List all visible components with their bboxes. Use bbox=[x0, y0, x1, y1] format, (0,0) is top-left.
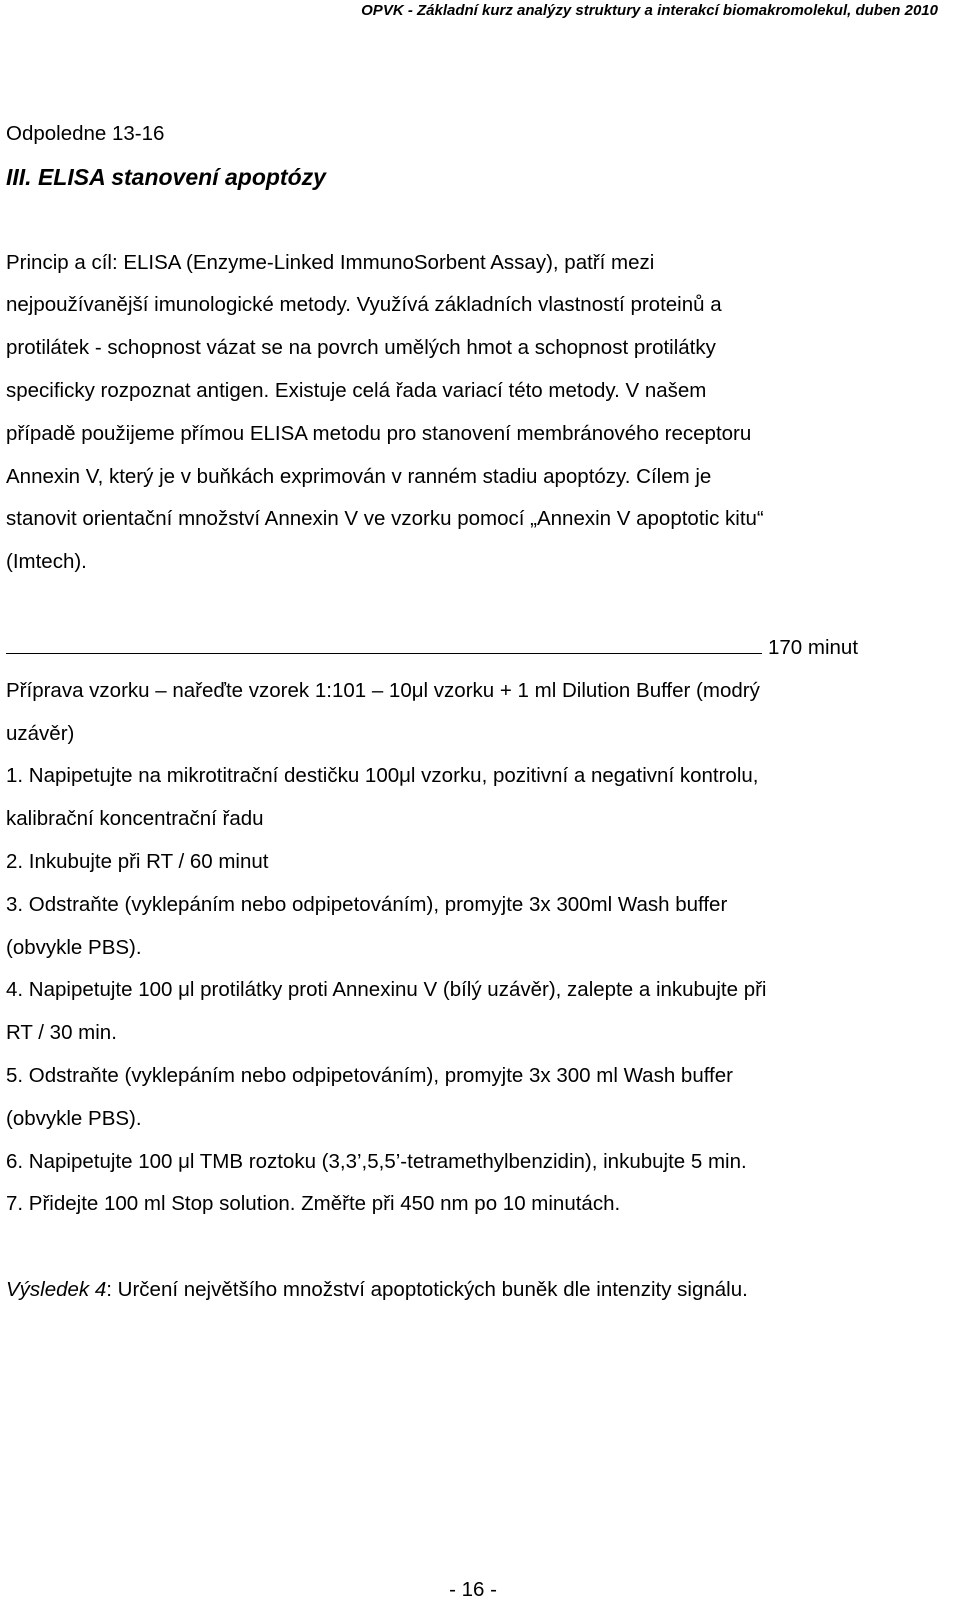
protocol-steps bbox=[6, 670, 936, 1226]
protocol-line: uzávěr) bbox=[6, 721, 75, 745]
protocol-line: 3. Odstraňte (vyklepáním nebo odpipetováním), promyjte 3x 300ml Wash buffer bbox=[6, 892, 728, 916]
page-number: - 16 - bbox=[449, 1578, 497, 1601]
paragraph-line: Annexin V, který je v buňkách exprimován v ranném stadiu apoptózy. Cílem je bbox=[6, 464, 712, 488]
duration-row bbox=[6, 627, 936, 670]
protocol-line: 2. Inkubujte při RT / 60 minut bbox=[6, 849, 269, 873]
page-header: OPVK - Základní kurz analýzy struktury a interakcí biomakromolekul, duben 2010 bbox=[361, 2, 938, 19]
spacer bbox=[6, 199, 936, 242]
protocol-line: (obvykle PBS). bbox=[6, 1106, 142, 1130]
spacer bbox=[6, 1226, 936, 1269]
paragraph-line: nejpoužívanější imunologické metody. Využívá základních vlastností proteinů a bbox=[6, 293, 722, 317]
result-line bbox=[6, 1269, 936, 1312]
duration-label: 170 minut bbox=[768, 635, 859, 659]
principle-paragraph bbox=[6, 242, 936, 584]
result-label: Výsledek 4 bbox=[6, 1278, 107, 1302]
protocol-line: 6. Napipetujte 100 μl TMB roztoku (3,3’,5,5’-tetramethylbenzidin), inkubujte 5 min. bbox=[6, 1149, 747, 1173]
paragraph-line: Princip a cíl: ELISA (Enzyme-Linked ImmunoSorbent Assay), patří mezi bbox=[6, 250, 655, 274]
paragraph-line: specificky rozpoznat antigen. Existuje celá řada variací této metody. V našem bbox=[6, 378, 707, 402]
protocol-line: Příprava vzorku – nařeďte vzorek 1:101 – 10μl vzorku + 1 ml Dilution Buffer (modrý bbox=[6, 678, 760, 702]
protocol-line: (obvykle PBS). bbox=[6, 935, 142, 959]
spacer bbox=[6, 584, 936, 627]
protocol-line: 7. Přidejte 100 ml Stop solution. Změřte při 450 nm po 10 minutách. bbox=[6, 1192, 621, 1216]
session-time: Odpoledne 13-16 bbox=[6, 122, 165, 145]
protocol-line: 1. Napipetujte na mikrotitrační destičku 100μl vzorku, pozitivní a negativní kontrolu, bbox=[6, 764, 759, 788]
protocol-line: kalibrační koncentrační řadu bbox=[6, 807, 264, 831]
paragraph-line: případě použijeme přímou ELISA metodu pro stanovení membránového receptoru bbox=[6, 421, 752, 445]
paragraph-line: (Imtech). bbox=[6, 550, 87, 574]
protocol-line: 4. Napipetujte 100 μl protilátky proti Annexinu V (bílý uzávěr), zalepte a inkubujte při bbox=[6, 978, 767, 1002]
section-heading: III. ELISA stanovení apoptózy bbox=[6, 163, 326, 190]
paragraph-line: stanovit orientační množství Annexin V ve vzorku pomocí „Annexin V apoptotic kitu“ bbox=[6, 507, 764, 531]
duration-rule bbox=[6, 652, 762, 654]
document-body bbox=[6, 113, 936, 1312]
protocol-line: 5. Odstraňte (vyklepáním nebo odpipetováním), promyjte 3x 300 ml Wash buffer bbox=[6, 1063, 733, 1087]
result-text: : Určení největšího množství apoptotických buněk dle intenzity signálu. bbox=[106, 1278, 748, 1302]
paragraph-line: protilátek - schopnost vázat se na povrch umělých hmot a schopnost protilátky bbox=[6, 336, 716, 360]
protocol-line: RT / 30 min. bbox=[6, 1021, 117, 1045]
